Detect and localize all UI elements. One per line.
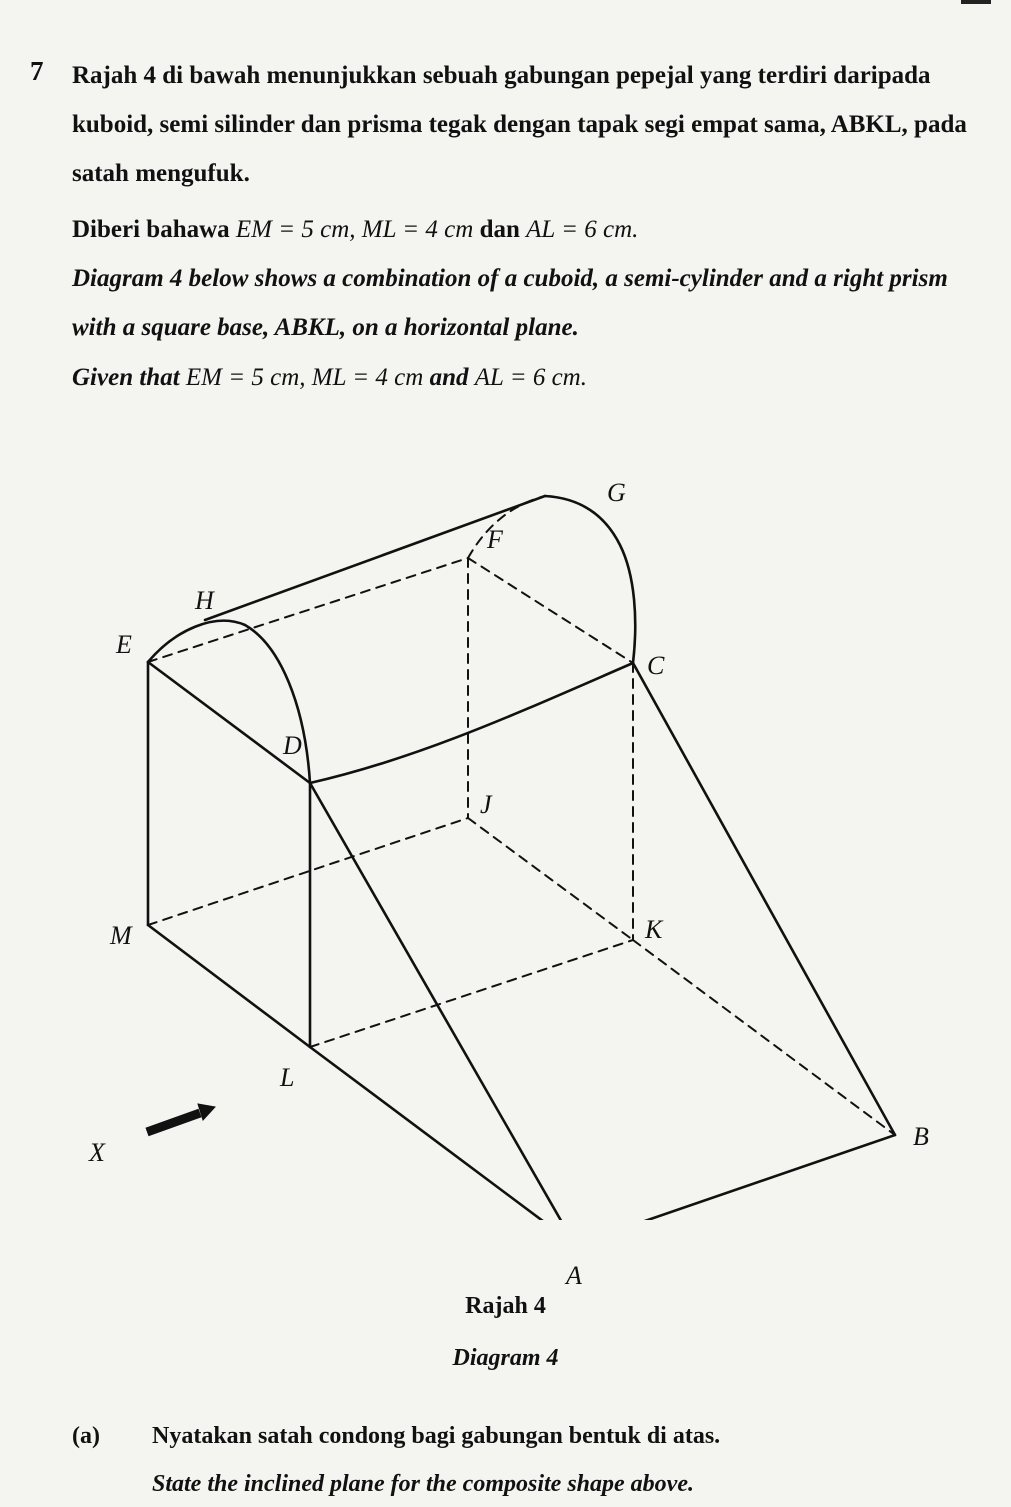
given-al-english: AL = 6 cm. <box>474 364 587 391</box>
question-intro-malay: Rajah 4 di bawah menunjukkan sebuah gabungan pepejal yang terdiri daripada kuboid, semi silinder dan prisma tegak dengan tapak segi empat sama, ABKL, pada satah mengufuk. <box>72 62 967 187</box>
vertex-label-c: C <box>647 651 665 680</box>
vertex-label-e: E <box>116 630 132 659</box>
edge-da <box>310 783 575 1220</box>
hidden-arc-fg <box>468 496 545 558</box>
given-lead-english: Given that <box>72 364 186 391</box>
part-a-question-english: State the inclined plane for the composite shape above. <box>152 1471 694 1497</box>
question-number: 7 <box>30 56 44 86</box>
given-al-malay: AL = 6 cm. <box>526 216 639 243</box>
vertex-label-l: L <box>280 1063 295 1092</box>
edge-la <box>310 1047 575 1220</box>
vertex-label-d: D <box>283 731 302 760</box>
given-em-ml-malay: EM = 5 cm, ML = 4 cm <box>235 216 474 243</box>
edge-dc <box>310 663 633 783</box>
hidden-jk <box>468 818 633 940</box>
given-malay <box>72 205 972 254</box>
given-em-ml-english: EM = 5 cm, ML = 4 cm <box>185 364 424 391</box>
hidden-lk <box>310 940 633 1047</box>
given-and: and <box>423 364 475 391</box>
diagram-svg <box>0 440 1011 1220</box>
vertex-label-a: A <box>566 1261 582 1290</box>
edge-ml <box>148 925 310 1047</box>
part-a-label: (a) <box>72 1423 100 1449</box>
hidden-fc <box>468 558 633 663</box>
given-english <box>72 353 972 402</box>
vertex-label-m: M <box>110 921 132 950</box>
composite-solid-diagram <box>0 440 1011 1290</box>
vertex-label-x: X <box>89 1138 105 1167</box>
edge-ab <box>575 1135 895 1220</box>
vertex-label-b: B <box>913 1122 929 1151</box>
given-lead-malay: Diberi bahawa <box>72 216 236 243</box>
header-mark <box>961 0 991 4</box>
vertex-label-k: K <box>645 915 663 944</box>
question-intro-english: Diagram 4 below shows a combination of a cuboid, a semi-cylinder and a right prism with a square base, ABKL, on a horizontal plane. <box>72 265 948 341</box>
edge-ed <box>148 662 310 783</box>
given-dan: dan <box>473 216 527 243</box>
edge-cb <box>633 663 895 1135</box>
edge-hg <box>205 496 545 620</box>
vertex-label-j: J <box>480 790 492 819</box>
cut-off-header <box>0 0 1011 12</box>
vertex-label-h: H <box>195 586 214 615</box>
arc-back <box>545 496 635 663</box>
vertex-label-g: G <box>607 478 626 507</box>
view-arrow-x <box>147 1104 215 1132</box>
vertex-label-f: F <box>487 525 503 554</box>
diagram-caption-malay: Rajah 4 <box>465 1293 546 1319</box>
hidden-mj <box>148 818 468 925</box>
part-a-question-malay: Nyatakan satah condong bagi gabungan bentuk di atas. <box>152 1423 721 1449</box>
hidden-kb <box>633 940 895 1135</box>
diagram-caption-english: Diagram 4 <box>452 1345 559 1371</box>
